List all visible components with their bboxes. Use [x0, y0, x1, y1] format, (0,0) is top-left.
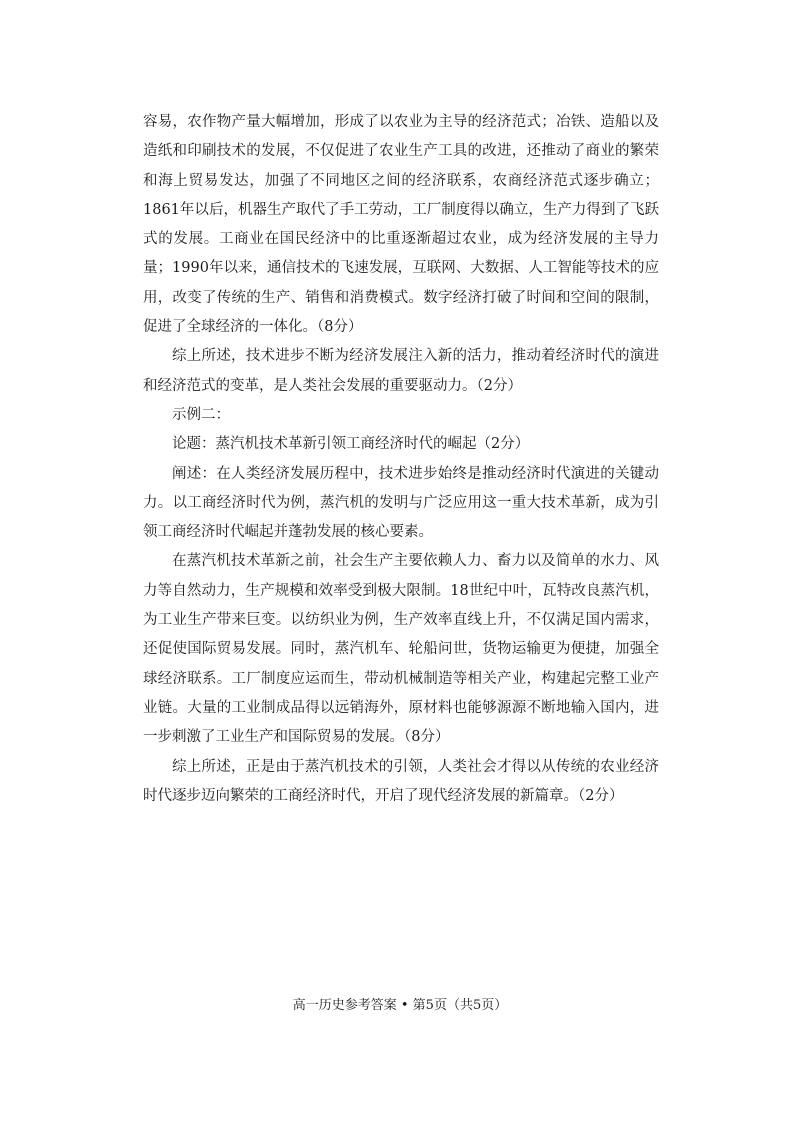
paragraph-summary-1: 综上所述，技术进步不断为经济发展注入新的活力，推动着经济时代的演进和经济范式的变革，是人类社会发展的重要驱动力。（2分） — [143, 348, 659, 394]
page-footer: 高一历史参考答案 • 第5页（共5页） — [292, 998, 508, 1013]
paragraph-continuation: 容易，农作物产量大幅增加，形成了以农业为主导的经济范式；冶铁、造船以及造纸和印刷技术的发展，不仅促进了农业生产工具的改进，还推动了商业的繁荣和海上贸易发达，加强了不同地区之间的经济联系，农商经济范式逐步确立；1861年以后，机器生产取代了手工劳动，工厂制度得以确立，生产力得到了飞跃式的发展。工商业在国民经济中的比重逐渐超过农业，成为经济发展的主导力量；1990年以来，通信技术的飞速发展，互联网、大数据、人工智能等技术的应用，改变了传统的生产、销售和消费模式。数字经济打破了时间和空间的限制，促进了全球经济的一体化。（8分） — [143, 114, 659, 336]
paragraph-steam-engine: 在蒸汽机技术革新之前，社会生产主要依赖人力、畜力以及简单的水力、风力等自然动力，生产规模和效率受到极大限制。18世纪中叶，瓦特改良蒸汽机，为工业生产带来巨变。以纺织业为例，生产效率直线上升，不仅满足国内需求，还促使国际贸易发展。同时，蒸汽机车、轮船问世，货物运输更为便捷，加强全球经济联系。工厂制度应运而生，带动机械制造等相关产业，构建起完整工业产业链。大量的工业制成品得以远销海外，原材料也能够源源不断地输入国内，进一步刺激了工业生产和国际贸易的发展。（8分） — [143, 553, 659, 746]
example-two-heading: 示例二： — [172, 406, 230, 423]
answer-body — [143, 108, 659, 811]
thesis-line: 论题：蒸汽机技术革新引领工商经济时代的崛起（2分） — [172, 436, 530, 453]
paragraph-elaboration: 阐述：在人类经济发展历程中，技术进步始终是推动经济时代演进的关键动力。以工商经济时代为例，蒸汽机的发明与广泛应用这一重大技术革新，成为引领工商经济时代崛起并蓬勃发展的核心要素。 — [143, 465, 659, 541]
paragraph-summary-2: 综上所述，正是由于蒸汽机技术的引领，人类社会才得以从传统的农业经济时代逐步迈向繁荣的工商经济时代，开启了现代经济发展的新篇章。（2分） — [143, 758, 659, 804]
